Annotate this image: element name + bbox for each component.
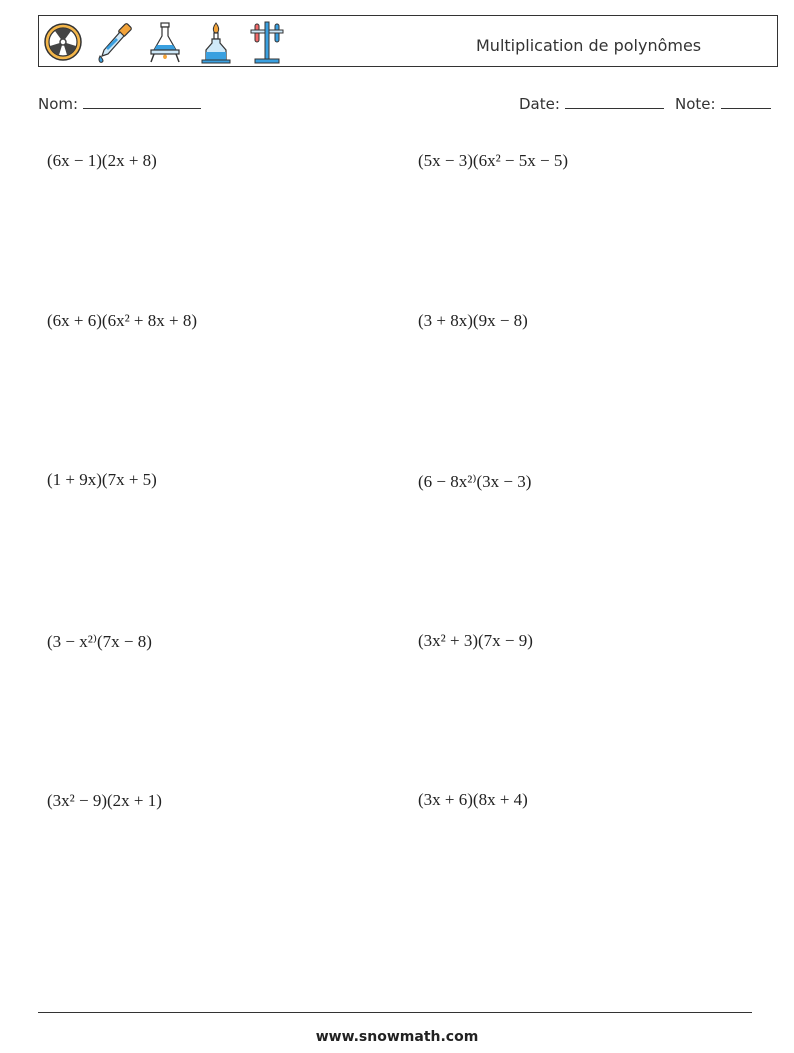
footer-url[interactable]: www.snowmath.com [315, 1029, 479, 1045]
name-field [38, 94, 201, 113]
name-label: Nom: [38, 95, 79, 113]
problem-1 [47, 151, 157, 171]
note-label: Note: [675, 95, 716, 113]
problem-expression: (5x − 3)(6x² − 5x − 5) [418, 151, 569, 170]
worksheet-title: Multiplication de polynômes [476, 36, 702, 55]
test-tube-rack-icon [247, 20, 287, 64]
problem-4 [418, 311, 528, 331]
problem-8 [418, 631, 533, 651]
problem-expression: (1 + 9x)(7x + 5) [47, 470, 157, 489]
problem-7 [47, 632, 152, 652]
problem-expression: (3x² + 3)(7x − 9) [418, 631, 533, 650]
problem-6 [418, 472, 531, 492]
note-field [675, 94, 771, 113]
problem-expression: (3x² − 9)(2x + 1) [47, 791, 162, 810]
problem-expression: (6x + 6)(6x² + 8x + 8) [47, 311, 198, 330]
problem-5 [47, 470, 157, 490]
problem-2 [418, 151, 568, 171]
problem-expression: (3 − x²⁾(7x − 8) [47, 632, 152, 651]
problem-expression: (6x − 1)(2x + 8) [47, 151, 157, 170]
header-icons [43, 20, 298, 64]
problem-3 [47, 311, 197, 331]
bunsen-burner-icon [196, 20, 236, 64]
footer-divider [38, 1012, 752, 1013]
problem-expression: (6 − 8x²⁾(3x − 3) [418, 472, 532, 491]
problem-10 [418, 790, 528, 810]
date-blank[interactable] [565, 94, 664, 109]
worksheet-header [38, 15, 778, 67]
name-blank[interactable] [83, 94, 201, 109]
date-field [519, 94, 664, 113]
problem-expression: (3 + 8x)(9x − 8) [418, 311, 528, 330]
problem-expression: (3x + 6)(8x + 4) [418, 790, 528, 809]
date-label: Date: [519, 95, 560, 113]
flask-on-stand-icon [145, 20, 185, 64]
radiation-icon [43, 20, 83, 64]
note-blank[interactable] [721, 94, 771, 109]
problem-9 [47, 791, 162, 811]
dropper-icon [94, 20, 134, 64]
